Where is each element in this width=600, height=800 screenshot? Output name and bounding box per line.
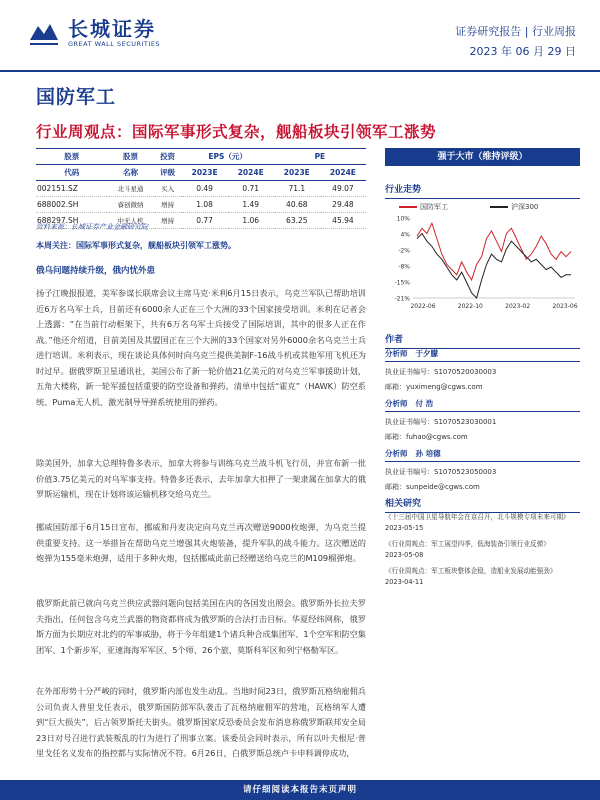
weekly-focus: 本周关注：国际军事形式复杂，舰船板块引领军工涨势。 [36, 241, 236, 250]
table-source-note: 资料来源：长城证券产业金融研究院 [36, 223, 148, 231]
body-paragraph: 在外部形势十分严峻的同时，俄罗斯内部也发生动乱。当地时间23日，俄罗斯瓦格纳雇佣兵公司负责人普里戈任表示，俄罗斯国防部军队袭击了瓦格纳雇佣军的营地，瓦格纳军人遭到“巨大损失”，后占领罗斯托夫街头。俄罗斯国家反恐委员会发布消息称俄罗斯联邦安全局23日对号召进行武装叛乱的行为进行了刑事立案。该委员会同时表示，所有以叶夫根尼·普里戈任名义发布的指控都与实际情况不符。6月26日，白俄罗斯总统卢卡申科调停成功， [36, 686, 366, 758]
pe-2024e: 45.94 [320, 213, 366, 229]
table-row [36, 181, 366, 197]
header-divider [0, 70, 600, 72]
author-cert [385, 467, 580, 478]
header-meta [455, 22, 576, 62]
eps-2023e: 1.08 [182, 197, 228, 213]
x-tick-label: 2022-10 [457, 303, 483, 310]
pe-2023e: 40.68 [274, 197, 320, 213]
related-date: 2023-05-15 [385, 524, 424, 532]
eps-2024e: 1.06 [228, 213, 274, 229]
legend-label: 沪深300 [511, 203, 539, 211]
pe-2024e: 49.07 [320, 181, 366, 197]
related-date: 2023-04-11 [385, 578, 424, 586]
related-item[interactable] [385, 539, 580, 561]
authors-heading: 作者 [385, 332, 580, 349]
cert-number: S1070523050003 [434, 468, 497, 476]
cert-label: 执业证书编号： [385, 418, 434, 426]
stock-rating: 增持 [154, 213, 182, 229]
body-paragraph: 扬子江晚报报道，美军参谋长联席会议主席马克·米利6月15日表示，乌克兰军队已帮助培训近6万名乌军士兵，目前还有6000余人正在三个大洲的33个国家接受培训。米利在记者会上透露：“在当前行动框架下，共有6万名乌军士兵接受了国际培训，其中的很多人正在作战。”他还介绍道，目前美国及其盟国正在三个大洲的33个国家对另外6000余名乌克兰士兵进行培训。米利表示，现在谈论具体何时向乌克兰提供美制F-16战斗机或其他军用飞机还为时过早。据俄罗斯卫星通讯社，美国公布了新一轮价值21亿美元的对乌克兰军事援助计划，五角大楼称，新一轮军援包括重要的防空设备和弹药。清单中包括“霍克”（HAWK）防空系统、Puma无人机、激光制导导弹系统使用的弹药。 [36, 288, 366, 407]
related-title: 《行业周观点：军工板块整体企稳，造船业发展动能强劲》 [385, 567, 557, 575]
stock-rating: 买入 [154, 181, 182, 197]
author-card [385, 448, 580, 497]
body-paragraph: 挪威国防部于6月15日宣布，挪威和丹麦决定向乌克兰再次赠送9000枚炮弹，为乌克兰提供重要支持。这一举措旨在帮助乌克兰增强其火炮装备，提升军队的战斗能力。这次赠送的炮弹为155毫米炮弹，适用于多种火炮，包括挪威此前已经赠送给乌克兰的M109榴弹炮。 [36, 522, 366, 563]
y-tick-label: -21% [394, 295, 410, 303]
related-title: 《十三届中国卫星导航年会在京召开，北斗规模专项未来可期》 [385, 513, 570, 521]
email-address[interactable]: sunpeide@cgws.com [406, 483, 480, 491]
related-research-list [385, 512, 580, 593]
eps-2023e: 0.49 [182, 181, 228, 197]
y-tick-label: -15% [394, 279, 410, 287]
table-header-cell: 名称 [107, 165, 153, 181]
trend-chart-svg [385, 198, 580, 318]
table-header-cell: 2024E [228, 165, 274, 181]
section-title: 国防军工 [36, 86, 117, 108]
author-name: 孙 培德 [415, 449, 441, 458]
email-address[interactable]: yuximeng@cgws.com [406, 383, 483, 391]
stock-name: 北斗星通 [107, 181, 153, 197]
cert-label: 执业证书编号： [385, 468, 434, 476]
page-header [0, 0, 600, 75]
table-header-cell: PE [274, 149, 366, 165]
logo-icon [28, 18, 60, 48]
author-name: 付 浩 [415, 399, 434, 408]
related-item[interactable] [385, 512, 580, 534]
table-header-cell: 股票 [36, 149, 107, 165]
related-heading: 相关研究 [385, 496, 580, 513]
report-title: 行业周观点：国际军事形式复杂，舰船板块引领军工涨势 [36, 123, 437, 141]
table-header-cell: 代码 [36, 165, 107, 181]
y-tick-label: -8% [398, 263, 410, 271]
author-name-row [385, 348, 580, 362]
author-role: 分析师 [385, 399, 408, 408]
author-role: 分析师 [385, 449, 408, 458]
stock-rating: 增持 [154, 197, 182, 213]
y-tick-label: 4% [400, 231, 410, 239]
x-tick-label: 2023-06 [552, 303, 578, 310]
logo-english-text: GREAT WALL SECURITIES [68, 40, 161, 48]
report-type: 证券研究报告 | 行业周报 [455, 25, 576, 38]
pe-2023e: 71.1 [274, 181, 320, 197]
y-tick-label: -2% [398, 247, 410, 255]
author-role: 分析师 [385, 349, 408, 358]
author-card [385, 348, 580, 397]
cert-label: 执业证书编号： [385, 368, 434, 376]
table-header-cell: 评级 [154, 165, 182, 181]
series-line [417, 234, 571, 299]
industry-rating-badge: 强于大市（维持评级） [385, 148, 580, 166]
eps-2024e: 1.49 [228, 197, 274, 213]
related-title: 《行业周观点：军工展望四季，低海装备引领行业反弹》 [385, 540, 550, 548]
author-card [385, 398, 580, 447]
stock-code: 688297.SH [36, 213, 107, 229]
email-label: 邮箱： [385, 483, 406, 491]
x-tick-label: 2023-02 [505, 303, 531, 310]
body-paragraph: 除美国外，加拿大总理特鲁多表示，加拿大将参与训练乌克兰战斗机飞行员，并宣布新一批价值3.75亿美元的对乌军事支持。特鲁多还表示，去年加拿大扣押了一架隶属在加拿大的俄罗斯运输机，现在计划将该运输机移交给乌克兰。 [36, 458, 366, 499]
table-header-cell: 股票 [107, 149, 153, 165]
author-cert [385, 417, 580, 428]
company-logo [28, 18, 160, 48]
y-tick-label: 10% [396, 215, 410, 223]
eps-2023e: 0.77 [182, 213, 228, 229]
author-email [385, 382, 580, 393]
email-label: 邮箱： [385, 433, 406, 441]
stock-name: 睿创微纳 [107, 197, 153, 213]
email-label: 邮箱： [385, 383, 406, 391]
legend-label: 国防军工 [420, 203, 448, 211]
author-name-row [385, 448, 580, 462]
x-tick-label: 2022-06 [410, 303, 436, 310]
author-name: 于夕朦 [415, 349, 438, 358]
table-header-cell: 投资 [154, 149, 182, 165]
series-line [417, 223, 571, 280]
table-header-cell: 2023E [182, 165, 228, 181]
author-email [385, 482, 580, 493]
email-address[interactable]: fuhao@cgws.com [406, 433, 468, 441]
stock-name: 中无人机 [107, 213, 153, 229]
page-footer: 请仔细阅读本报告末页声明 [0, 780, 600, 800]
table-header-cell: 2024E [320, 165, 366, 181]
table-row [36, 197, 366, 213]
logo-chinese-text: 长城证券 [68, 17, 156, 41]
trend-heading: 行业走势 [385, 182, 580, 199]
stock-recommendation-table [36, 148, 366, 229]
industry-trend-chart [385, 198, 580, 318]
eps-2024e: 0.71 [228, 181, 274, 197]
cert-number: S1070520030003 [434, 368, 497, 376]
author-email [385, 432, 580, 443]
related-date: 2023-05-08 [385, 551, 424, 559]
cert-number: S1070523030001 [434, 418, 497, 426]
author-name-row [385, 398, 580, 412]
pe-2023e: 63.25 [274, 213, 320, 229]
table-header-cell: 2023E [274, 165, 320, 181]
author-cert [385, 367, 580, 378]
stock-code: 688002.SH [36, 197, 107, 213]
body-paragraph: 俄罗斯此前已就向乌克兰供应武器问题向包括美国在内的各国发出照会。俄罗斯外长拉夫罗夫指出，任何包含乌克兰武器的物资都将成为俄罗斯的合法打击目标。华夏经纬网称，俄罗斯方面为长期应对北约的军事威胁，将于今年组建1个诸兵种合成集团军、1个空军和防空集团军、1个新步军，亚速海海军军区、5个师、26个旅、莫斯科军区和列宁格勒军区。 [36, 598, 366, 655]
pe-2024e: 29.48 [320, 197, 366, 213]
subsection-heading: 俄乌问题持续升级，俄内忧外患 [36, 266, 156, 276]
table-header-cell: EPS（元） [182, 149, 274, 165]
stock-code: 002151.SZ [36, 181, 107, 197]
sidebar [385, 148, 580, 199]
report-date: 2023 年 06 月 29 日 [469, 45, 576, 58]
related-item[interactable] [385, 566, 580, 588]
